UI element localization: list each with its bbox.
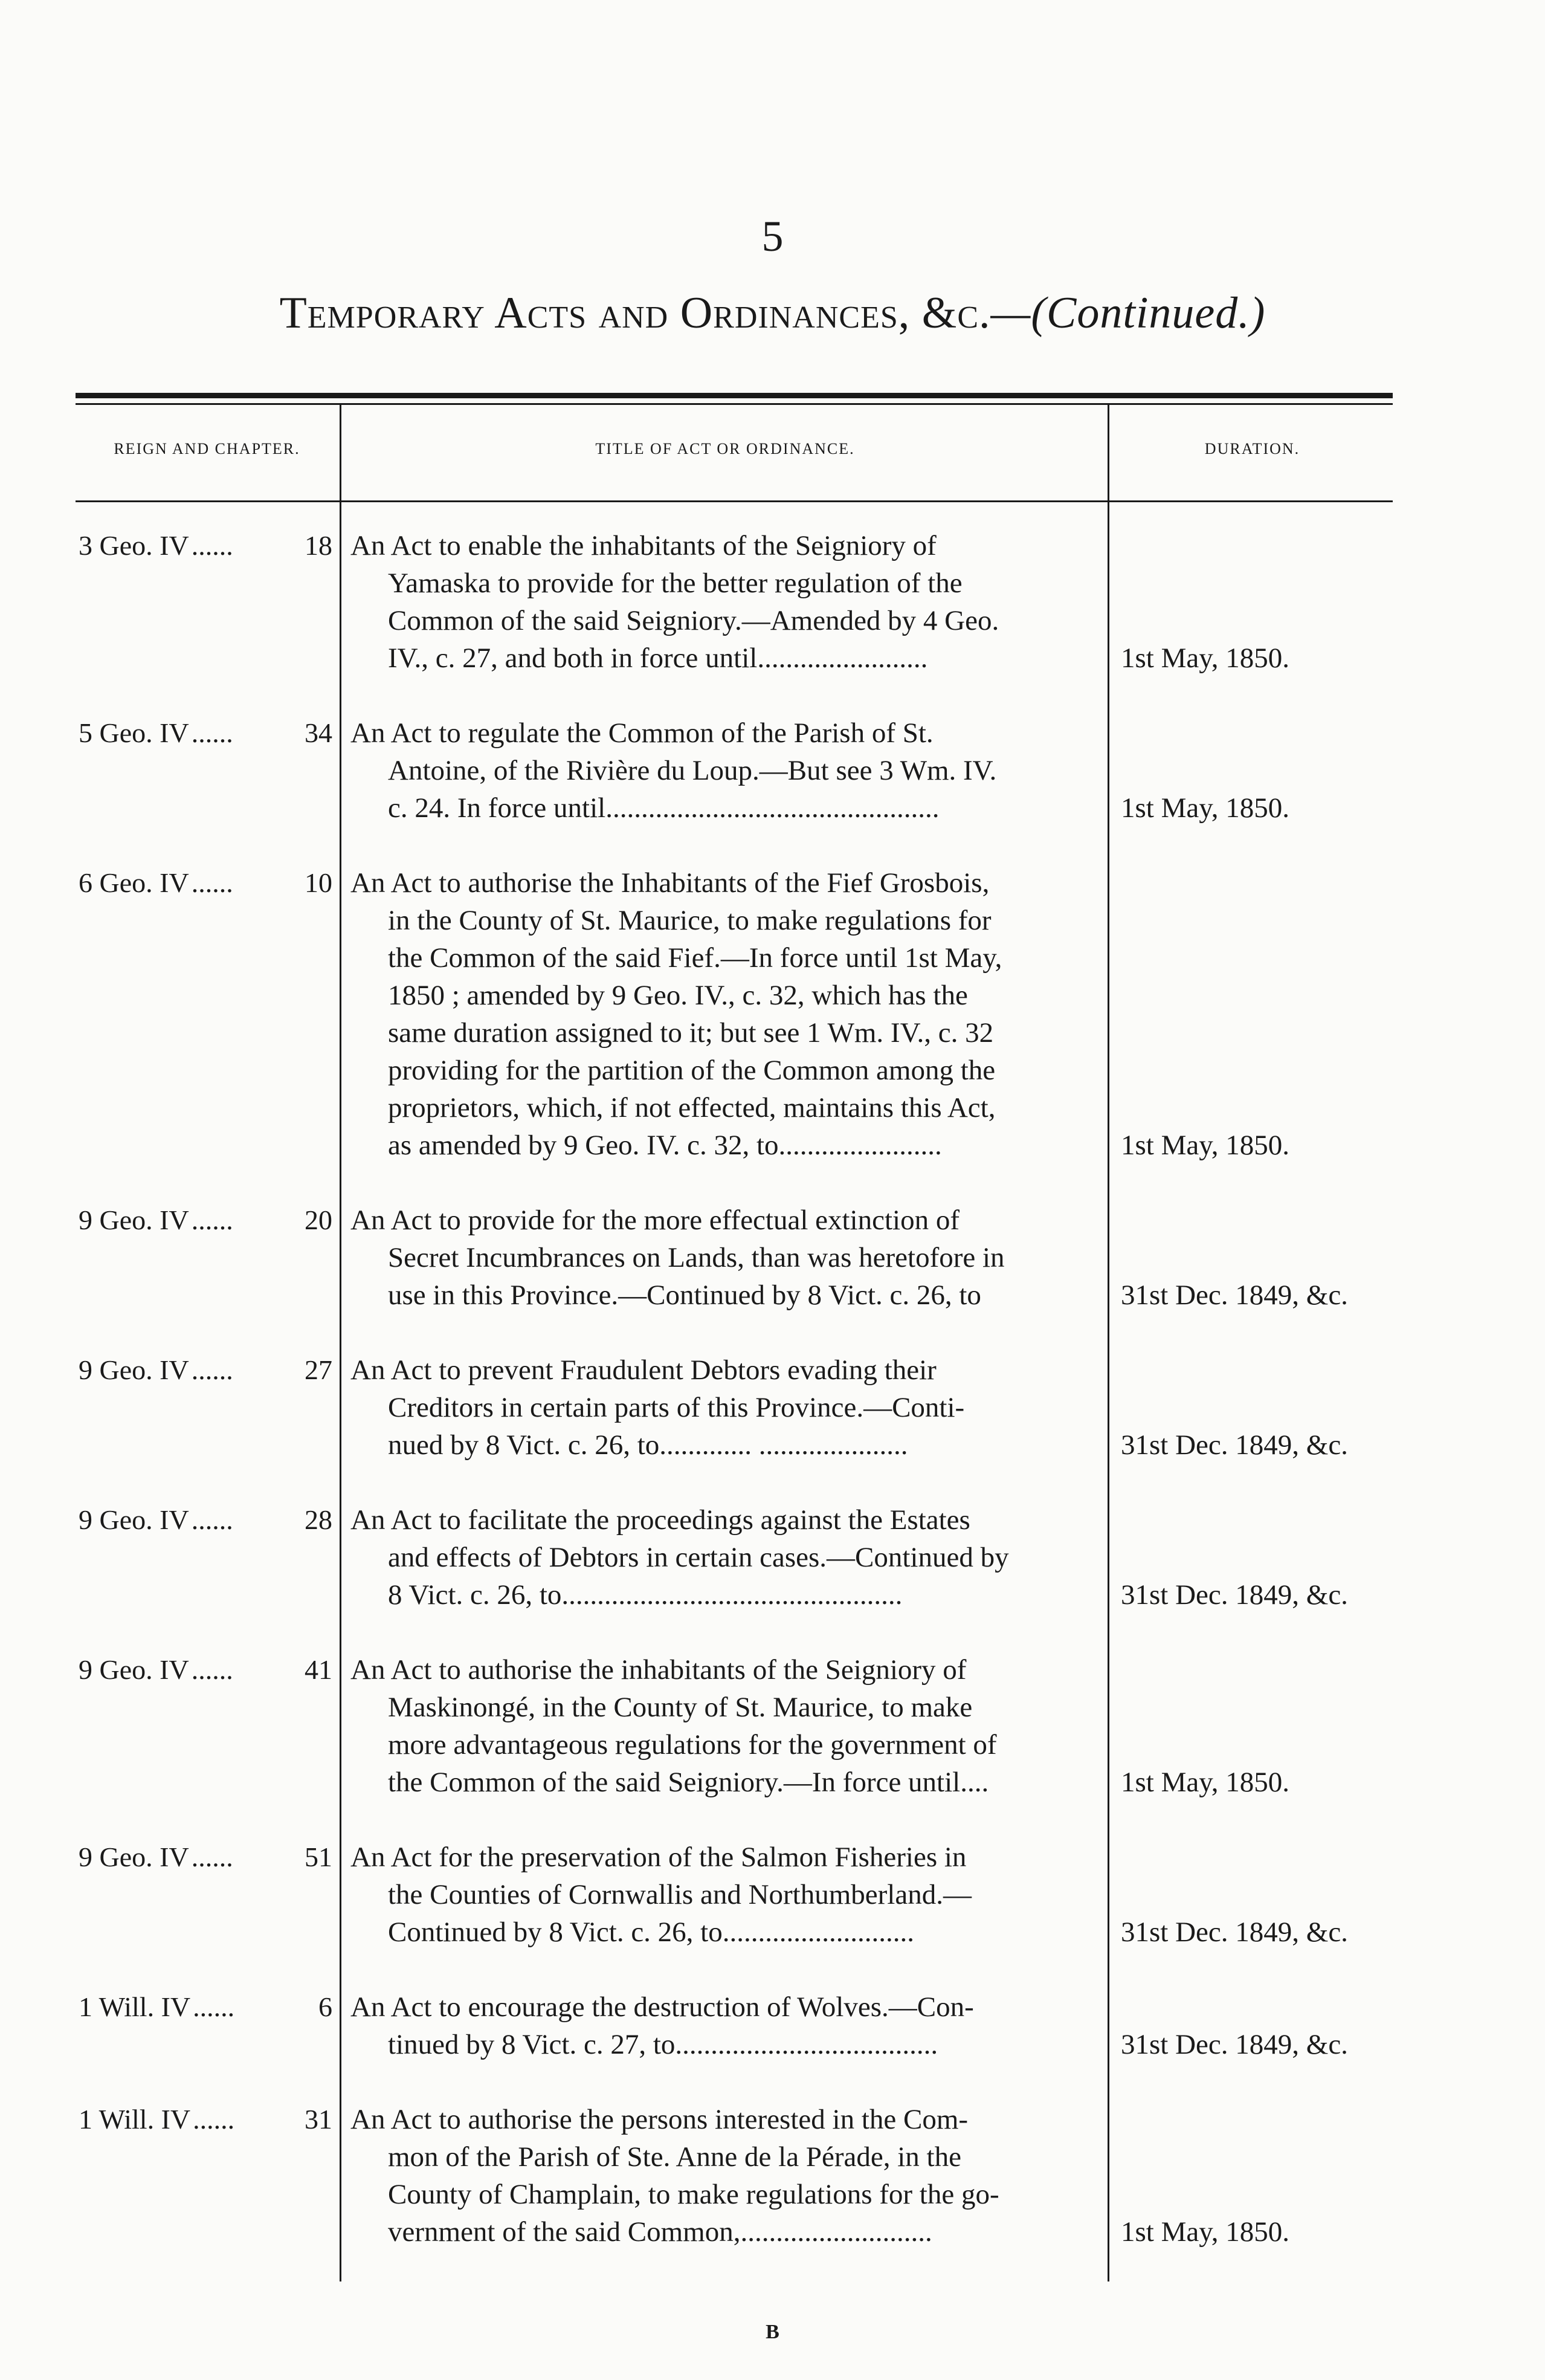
reign-chapter: [79, 1351, 332, 1389]
reign-label: 1 Will. IV: [79, 2104, 191, 2135]
act-title-line: tinued by 8 Vict. c. 27, to.....................................: [388, 2029, 938, 2060]
chapter-number: 51: [305, 1842, 332, 1872]
act-title-line: County of Champlain, to make regulations for the go-: [388, 2179, 999, 2210]
act-duration: 1st May, 1850.: [1121, 1767, 1289, 1798]
act-title-line: c. 24. In force until...............................................: [388, 792, 940, 824]
act-duration: 31st Dec. 1849, &c.: [1121, 2029, 1348, 2060]
chapter-number: 10: [305, 867, 332, 898]
act-title-line: same duration assigned to it; but see 1 Wm. IV., c. 32: [388, 1017, 994, 1049]
reign-chapter: [79, 2101, 332, 2138]
act-title-line: Continued by 8 Vict. c. 26, to...........................: [388, 1916, 914, 1948]
top-rule-thick: [76, 393, 1393, 398]
act-title: [350, 1351, 1092, 1464]
column-header-title: TITLE OF ACT OR ORDINANCE.: [595, 440, 855, 458]
reign-chapter: [79, 1838, 332, 1876]
act-duration: 1st May, 1850.: [1121, 642, 1289, 674]
reign-chapter: [79, 527, 332, 564]
act-title: [350, 1838, 1092, 1951]
column-header-duration: DURATION.: [1204, 440, 1300, 458]
act-title-line: An Act to authorise the Inhabitants of the Fief Grosbois,: [350, 867, 990, 899]
reign-chapter: [79, 1501, 332, 1539]
act-duration: 31st Dec. 1849, &c.: [1121, 1429, 1348, 1461]
act-title-line: An Act to prevent Fraudulent Debtors evading their: [350, 1354, 937, 1386]
act-title: [350, 1651, 1092, 1801]
leader-dots: ......: [193, 1991, 235, 2022]
reign-chapter: [79, 1988, 332, 2026]
act-title-line: and effects of Debtors in certain cases.—Continued by: [388, 1542, 1009, 1573]
reign-label: 5 Geo. IV: [79, 717, 189, 748]
signature-mark: B: [766, 2321, 779, 2343]
act-title-line: nued by 8 Vict. c. 26, to............. .....................: [388, 1429, 908, 1461]
heading-main: Temporary Acts and Ordinances, &c.: [279, 288, 991, 338]
act-title-line: An Act to authorise the inhabitants of the Seigniory of: [350, 1654, 967, 1686]
leader-dots: ......: [191, 530, 233, 561]
reign-label: 9 Geo. IV: [79, 1205, 189, 1235]
column-divider-1: [340, 405, 341, 2281]
act-title-line: An Act to authorise the persons interested in the Com-: [350, 2104, 969, 2135]
reign-label: 3 Geo. IV: [79, 530, 189, 561]
chapter-number: 34: [305, 717, 332, 748]
act-title-line: An Act for the preservation of the Salmon Fisheries in: [350, 1842, 967, 1873]
act-title-line: An Act to encourage the destruction of Wolves.—Con-: [350, 1991, 974, 2023]
reign-chapter: [79, 1651, 332, 1689]
act-title: [350, 864, 1092, 1164]
leader-dots: ......: [193, 2104, 235, 2135]
leader-dots: ......: [191, 1504, 233, 1535]
act-title: [350, 2101, 1092, 2251]
chapter-number: 28: [305, 1504, 332, 1535]
chapter-number: 41: [305, 1654, 332, 1685]
act-title-line: Maskinongé, in the County of St. Maurice, to make: [388, 1692, 973, 1723]
act-title-line: proprietors, which, if not effected, maintains this Act,: [388, 1092, 996, 1124]
reign-label: 9 Geo. IV: [79, 1504, 189, 1535]
act-title-line: use in this Province.—Continued by 8 Vict. c. 26, to: [388, 1279, 981, 1311]
act-duration: 31st Dec. 1849, &c.: [1121, 1579, 1348, 1611]
leader-dots: ......: [191, 1842, 233, 1872]
chapter-number: 31: [305, 2104, 332, 2135]
chapter-number: 18: [305, 530, 332, 561]
act-title-line: Creditors in certain parts of this Province.—Conti-: [388, 1392, 965, 1423]
act-title-line: Antoine, of the Rivière du Loup.—But see 3 Wm. IV.: [388, 755, 997, 786]
reign-chapter: [79, 864, 332, 902]
reign-label: 9 Geo. IV: [79, 1842, 189, 1872]
act-title: [350, 1501, 1092, 1614]
column-header-reign: REIGN AND CHAPTER.: [114, 440, 300, 458]
act-duration: 1st May, 1850.: [1121, 2216, 1289, 2248]
page-heading: [0, 289, 1545, 338]
page-number: 5: [761, 212, 784, 260]
act-title-line: the Common of the said Seigniory.—In force until....: [388, 1767, 989, 1798]
act-title: [350, 1201, 1092, 1314]
act-duration: 31st Dec. 1849, &c.: [1121, 1916, 1348, 1948]
act-title-line: 8 Vict. c. 26, to................................................: [388, 1579, 903, 1611]
act-title-line: An Act to enable the inhabitants of the Seigniory of: [350, 530, 937, 561]
reign-chapter: [79, 714, 332, 752]
leader-dots: ......: [191, 1654, 233, 1685]
top-rule-thin: [76, 403, 1393, 405]
act-title: [350, 527, 1092, 677]
act-title-line: An Act to provide for the more effectual extinction of: [350, 1205, 960, 1236]
act-title-line: An Act to facilitate the proceedings against the Estates: [350, 1504, 970, 1536]
column-divider-2: [1108, 405, 1109, 2281]
header-rule: [76, 500, 1393, 502]
act-title-line: IV., c. 27, and both in force until........................: [388, 642, 928, 674]
reign-label: 9 Geo. IV: [79, 1354, 189, 1385]
act-title-line: 1850 ; amended by 9 Geo. IV., c. 32, which has the: [388, 980, 968, 1011]
act-title-line: more advantageous regulations for the government of: [388, 1729, 997, 1761]
act-title-line: mon of the Parish of Ste. Anne de la Pérade, in the: [388, 2141, 961, 2173]
act-duration: 31st Dec. 1849, &c.: [1121, 1279, 1348, 1311]
act-title-line: in the County of St. Maurice, to make regulations for: [388, 905, 992, 936]
reign-label: 6 Geo. IV: [79, 867, 189, 898]
reign-label: 1 Will. IV: [79, 1991, 191, 2022]
act-title-line: Common of the said Seigniory.—Amended by 4 Geo.: [388, 605, 999, 636]
act-title-line: the Counties of Cornwallis and Northumberland.—: [388, 1879, 972, 1910]
leader-dots: ......: [191, 1354, 233, 1385]
reign-chapter: [79, 1201, 332, 1239]
act-title: [350, 714, 1092, 827]
act-title-line: An Act to regulate the Common of the Parish of St.: [350, 717, 934, 749]
leader-dots: ......: [191, 867, 233, 898]
leader-dots: ......: [191, 1205, 233, 1235]
act-title-line: providing for the partition of the Common among the: [388, 1055, 996, 1086]
chapter-number: 20: [305, 1205, 332, 1235]
reign-label: 9 Geo. IV: [79, 1654, 189, 1685]
act-title: [350, 1988, 1092, 2063]
act-title-line: Secret Incumbrances on Lands, than was heretofore in: [388, 1242, 1005, 1273]
heading-continued: —(Continued.): [990, 288, 1266, 338]
act-title-line: Yamaska to provide for the better regulation of the: [388, 568, 963, 599]
chapter-number: 6: [318, 1991, 332, 2022]
act-duration: 1st May, 1850.: [1121, 792, 1289, 824]
leader-dots: ......: [191, 717, 233, 748]
act-duration: 1st May, 1850.: [1121, 1130, 1289, 1161]
act-title-line: vernment of the said Common,...........................: [388, 2216, 932, 2248]
chapter-number: 27: [305, 1354, 332, 1385]
act-title-line: as amended by 9 Geo. IV. c. 32, to.......................: [388, 1130, 942, 1161]
act-title-line: the Common of the said Fief.—In force until 1st May,: [388, 942, 1002, 974]
